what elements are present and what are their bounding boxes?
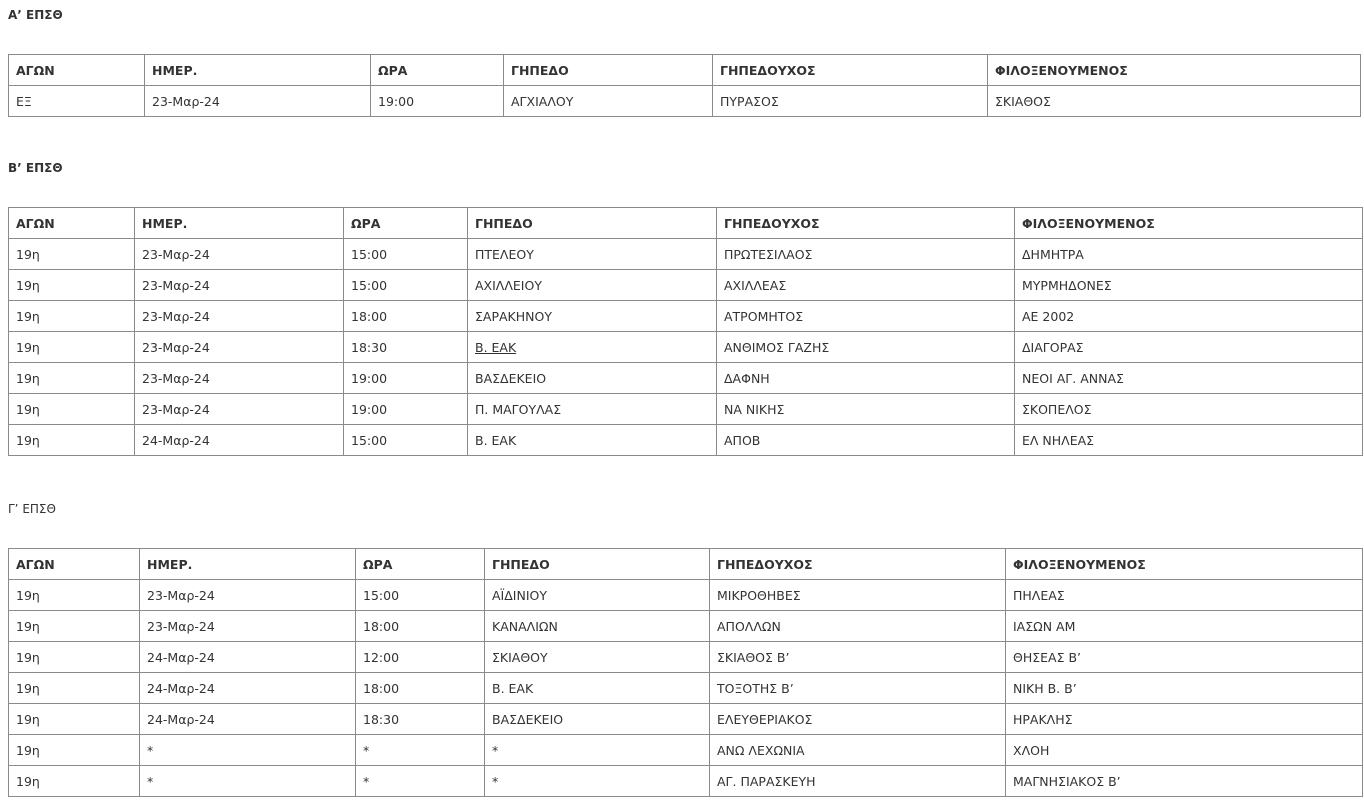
venue-cell: * xyxy=(485,766,710,797)
time-cell: 15:00 xyxy=(344,425,468,456)
section-title-a: Α’ ΕΠΣΘ xyxy=(8,8,63,22)
match-cell: 19η xyxy=(9,766,140,797)
date-cell: * xyxy=(140,766,356,797)
date-cell: 23-Μαρ-24 xyxy=(135,239,344,270)
time-cell: 19:00 xyxy=(371,86,504,117)
table-row xyxy=(9,239,1363,270)
table-row xyxy=(9,580,1363,611)
match-cell: 19η xyxy=(9,332,135,363)
match-cell: 19η xyxy=(9,611,140,642)
fixtures-table-a xyxy=(8,54,1361,117)
header-away: ΦΙΛΟΞΕΝΟΥΜΕΝΟΣ xyxy=(1006,549,1363,580)
table-row xyxy=(9,86,1361,117)
header-time: ΩΡΑ xyxy=(344,208,468,239)
header-date: ΗΜΕΡ. xyxy=(145,55,371,86)
header-venue: ΓΗΠΕΔΟ xyxy=(485,549,710,580)
away-team-cell: ΜΥΡΜΗΔΟΝΕΣ xyxy=(1015,270,1363,301)
home-team-cell: ΝΑ ΝΙΚΗΣ xyxy=(717,394,1015,425)
away-team-cell: ΣΚΟΠΕΛΟΣ xyxy=(1015,394,1363,425)
table-body xyxy=(9,86,1361,117)
time-cell: 18:30 xyxy=(356,704,485,735)
away-team-cell: ΗΡΑΚΛΗΣ xyxy=(1006,704,1363,735)
time-cell: 15:00 xyxy=(356,580,485,611)
date-cell: 23-Μαρ-24 xyxy=(135,301,344,332)
venue-cell: ΠΤΕΛΕΟΥ xyxy=(468,239,717,270)
home-team-cell: ΑΠΟΛΛΩΝ xyxy=(710,611,1006,642)
venue-cell: Β. ΕΑΚ xyxy=(485,673,710,704)
home-team-cell: ΑΓ. ΠΑΡΑΣΚΕΥΗ xyxy=(710,766,1006,797)
away-team-cell: ΑΕ 2002 xyxy=(1015,301,1363,332)
venue-cell: ΒΑΣΔΕΚΕΙΟ xyxy=(485,704,710,735)
header-match: ΑΓΩΝ xyxy=(9,549,140,580)
header-match: ΑΓΩΝ xyxy=(9,208,135,239)
away-team-cell: ΕΛ ΝΗΛΕΑΣ xyxy=(1015,425,1363,456)
section-title-c: Γ’ ΕΠΣΘ xyxy=(8,502,56,516)
fixtures-table-c xyxy=(8,548,1363,797)
table-header-row xyxy=(9,55,1361,86)
table-row xyxy=(9,332,1363,363)
date-cell: 23-Μαρ-24 xyxy=(135,363,344,394)
away-team-cell: ΘΗΣΕΑΣ Β’ xyxy=(1006,642,1363,673)
venue-cell: ΣΑΡΑΚΗΝΟΥ xyxy=(468,301,717,332)
table-row xyxy=(9,425,1363,456)
date-cell: 24-Μαρ-24 xyxy=(135,425,344,456)
time-cell: * xyxy=(356,766,485,797)
home-team-cell: ΑΠΟΒ xyxy=(717,425,1015,456)
match-cell: 19η xyxy=(9,642,140,673)
home-team-cell: ΜΙΚΡΟΘΗΒΕΣ xyxy=(710,580,1006,611)
away-team-cell: ΔΗΜΗΤΡΑ xyxy=(1015,239,1363,270)
table-row xyxy=(9,394,1363,425)
match-cell: 19η xyxy=(9,580,140,611)
match-cell: 19η xyxy=(9,270,135,301)
date-cell: * xyxy=(140,735,356,766)
header-venue: ΓΗΠΕΔΟ xyxy=(504,55,713,86)
date-cell: 23-Μαρ-24 xyxy=(140,580,356,611)
time-cell: 19:00 xyxy=(344,363,468,394)
table-row xyxy=(9,611,1363,642)
match-cell: 19η xyxy=(9,363,135,394)
home-team-cell: ΕΛΕΥΘΕΡΙΑΚΟΣ xyxy=(710,704,1006,735)
match-cell: 19η xyxy=(9,735,140,766)
header-home: ΓΗΠΕΔΟΥΧΟΣ xyxy=(710,549,1006,580)
match-cell: 19η xyxy=(9,301,135,332)
section-title-b: Β’ ΕΠΣΘ xyxy=(8,161,63,175)
time-cell: 18:00 xyxy=(356,673,485,704)
header-date: ΗΜΕΡ. xyxy=(135,208,344,239)
table-body xyxy=(9,580,1363,797)
match-cell: 19η xyxy=(9,704,140,735)
match-cell: 19η xyxy=(9,239,135,270)
date-cell: 23-Μαρ-24 xyxy=(140,611,356,642)
table-row xyxy=(9,642,1363,673)
table-header-row xyxy=(9,208,1363,239)
date-cell: 24-Μαρ-24 xyxy=(140,704,356,735)
away-team-cell: ΝΕΟΙ ΑΓ. ΑΝΝΑΣ xyxy=(1015,363,1363,394)
venue-cell: ΑΪΔΙΝΙΟΥ xyxy=(485,580,710,611)
header-away: ΦΙΛΟΞΕΝΟΥΜΕΝΟΣ xyxy=(1015,208,1363,239)
away-team-cell: ΜΑΓΝΗΣΙΑΚΟΣ Β’ xyxy=(1006,766,1363,797)
home-team-cell: ΔΑΦΝΗ xyxy=(717,363,1015,394)
home-team-cell: ΑΝΘΙΜΟΣ ΓΑΖΗΣ xyxy=(717,332,1015,363)
venue-link[interactable]: Β. ΕΑΚ xyxy=(468,332,717,363)
away-team-cell: ΔΙΑΓΟΡΑΣ xyxy=(1015,332,1363,363)
match-cell: 19η xyxy=(9,425,135,456)
venue-cell: ΑΧΙΛΛΕΙΟΥ xyxy=(468,270,717,301)
home-team-cell: ΤΟΞΟΤΗΣ Β’ xyxy=(710,673,1006,704)
venue-cell: Π. ΜΑΓΟΥΛΑΣ xyxy=(468,394,717,425)
header-home: ΓΗΠΕΔΟΥΧΟΣ xyxy=(713,55,988,86)
fixtures-table-b xyxy=(8,207,1363,456)
header-date: ΗΜΕΡ. xyxy=(140,549,356,580)
date-cell: 23-Μαρ-24 xyxy=(145,86,371,117)
home-team-cell: ΑΤΡΟΜΗΤΟΣ xyxy=(717,301,1015,332)
away-team-cell: ΙΑΣΩΝ ΑΜ xyxy=(1006,611,1363,642)
away-team-cell: ΣΚΙΑΘΟΣ xyxy=(988,86,1361,117)
venue-cell: ΣΚΙΑΘΟΥ xyxy=(485,642,710,673)
home-team-cell: ΑΝΩ ΛΕΧΩΝΙΑ xyxy=(710,735,1006,766)
match-cell: ΕΞ xyxy=(9,86,145,117)
time-cell: 15:00 xyxy=(344,239,468,270)
time-cell: 18:00 xyxy=(356,611,485,642)
away-team-cell: ΠΗΛΕΑΣ xyxy=(1006,580,1363,611)
match-cell: 19η xyxy=(9,673,140,704)
table-row xyxy=(9,735,1363,766)
time-cell: 18:30 xyxy=(344,332,468,363)
time-cell: * xyxy=(356,735,485,766)
home-team-cell: ΠΥΡΑΣΟΣ xyxy=(713,86,988,117)
table-row xyxy=(9,673,1363,704)
match-cell: 19η xyxy=(9,394,135,425)
table-header-row xyxy=(9,549,1363,580)
table-row xyxy=(9,766,1363,797)
header-time: ΩΡΑ xyxy=(356,549,485,580)
date-cell: 23-Μαρ-24 xyxy=(135,270,344,301)
time-cell: 15:00 xyxy=(344,270,468,301)
table-row xyxy=(9,363,1363,394)
home-team-cell: ΣΚΙΑΘΟΣ Β’ xyxy=(710,642,1006,673)
date-cell: 23-Μαρ-24 xyxy=(135,332,344,363)
venue-cell: ΒΑΣΔΕΚΕΙΟ xyxy=(468,363,717,394)
venue-cell: * xyxy=(485,735,710,766)
header-away: ΦΙΛΟΞΕΝΟΥΜΕΝΟΣ xyxy=(988,55,1361,86)
home-team-cell: ΠΡΩΤΕΣΙΛΑΟΣ xyxy=(717,239,1015,270)
venue-cell: ΑΓΧΙΑΛΟΥ xyxy=(504,86,713,117)
date-cell: 24-Μαρ-24 xyxy=(140,642,356,673)
venue-cell: ΚΑΝΑΛΙΩΝ xyxy=(485,611,710,642)
date-cell: 23-Μαρ-24 xyxy=(135,394,344,425)
time-cell: 19:00 xyxy=(344,394,468,425)
header-match: ΑΓΩΝ xyxy=(9,55,145,86)
table-row xyxy=(9,704,1363,735)
header-home: ΓΗΠΕΔΟΥΧΟΣ xyxy=(717,208,1015,239)
header-time: ΩΡΑ xyxy=(371,55,504,86)
date-cell: 24-Μαρ-24 xyxy=(140,673,356,704)
time-cell: 18:00 xyxy=(344,301,468,332)
away-team-cell: ΝΙΚΗ Β. Β’ xyxy=(1006,673,1363,704)
header-venue: ΓΗΠΕΔΟ xyxy=(468,208,717,239)
venue-cell: Β. ΕΑΚ xyxy=(468,425,717,456)
table-row xyxy=(9,270,1363,301)
home-team-cell: ΑΧΙΛΛΕΑΣ xyxy=(717,270,1015,301)
away-team-cell: ΧΛΟΗ xyxy=(1006,735,1363,766)
table-row xyxy=(9,301,1363,332)
table-body xyxy=(9,239,1363,456)
time-cell: 12:00 xyxy=(356,642,485,673)
